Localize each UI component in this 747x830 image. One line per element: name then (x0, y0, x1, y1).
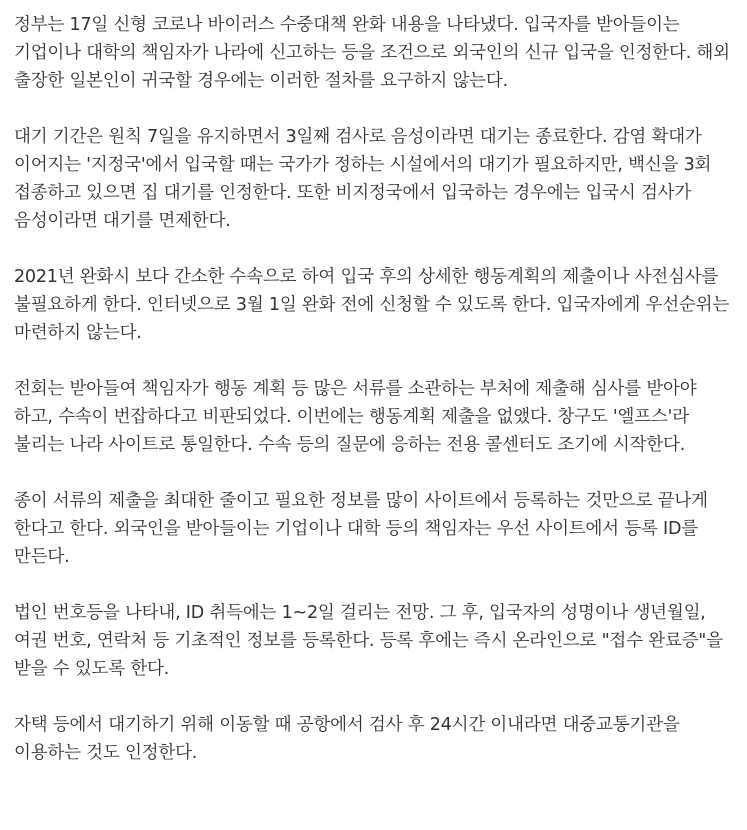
paragraph-3: 2021년 완화시 보다 간소한 수속으로 하여 입국 후의 상세한 행동계획의 제출이나 사전심사를 불필요하게 한다. 인터넷으로 3월 1일 완화 전에 신청할 수 있도록 한다. 입국자에게 우선순위는 마련하지 않는다. (14, 267, 730, 343)
paragraph-7: 자택 등에서 대기하기 위해 이동할 때 공항에서 검사 후 24시간 이내라면 대중교통기관을 이용하는 것도 인정한다. (14, 715, 680, 763)
paragraph-1: 정부는 17일 신형 코로나 바이러스 수중대책 완화 내용을 나타냈다. 입국자를 받아들이는 기업이나 대학의 책임자가 나라에 신고하는 등을 조건으로 외국인의 신규 입국을 인정한다. 해외 출장한 일본인이 귀국할 경우에는 이러한 절차를 요구하지 않는다. (14, 15, 730, 91)
paragraph-4: 전회는 받아들여 책임자가 행동 계획 등 많은 서류를 소관하는 부처에 제출해 심사를 받아야 하고, 수속이 번잡하다고 비판되었다. 이번에는 행동계획 제출을 없앴다. 창구도 '엘프스'라 불리는 나라 사이트로 통일한다. 수속 등의 질문에 응하는 전용 콜센터도 조기에 시작한다. (14, 379, 697, 455)
paragraph-5: 종이 서류의 제출을 최대한 줄이고 필요한 정보를 많이 사이트에서 등록하는 것만으로 끝나게 한다고 한다. 외국인을 받아들이는 기업이나 대학 등의 책임자는 우선 사이트에서 등록 ID를 만든다. (14, 491, 708, 567)
paragraph-6: 법인 번호등을 나타내, ID 취득에는 1~2일 걸리는 전망. 그 후, 입국자의 성명이나 생년월일, 여권 번호, 연락처 등 기초적인 정보를 등록한다. 등록 후에는 즉시 온라인으로 "접수 완료증"을 받을 수 있도록 한다. (14, 603, 723, 679)
paragraph-2: 대기 기간은 원칙 7일을 유지하면서 3일째 검사로 음성이라면 대기는 종료한다. 감염 확대가 이어지는 '지정국'에서 입국할 때는 국가가 정하는 시설에서의 대기가 필요하지만, 백신을 3회 접종하고 있으면 집 대기를 인정한다. 또한 비지정국에서 입국하는 경우에는 입국시 검사가 음성이라면 대기를 면제한다. (14, 127, 712, 231)
